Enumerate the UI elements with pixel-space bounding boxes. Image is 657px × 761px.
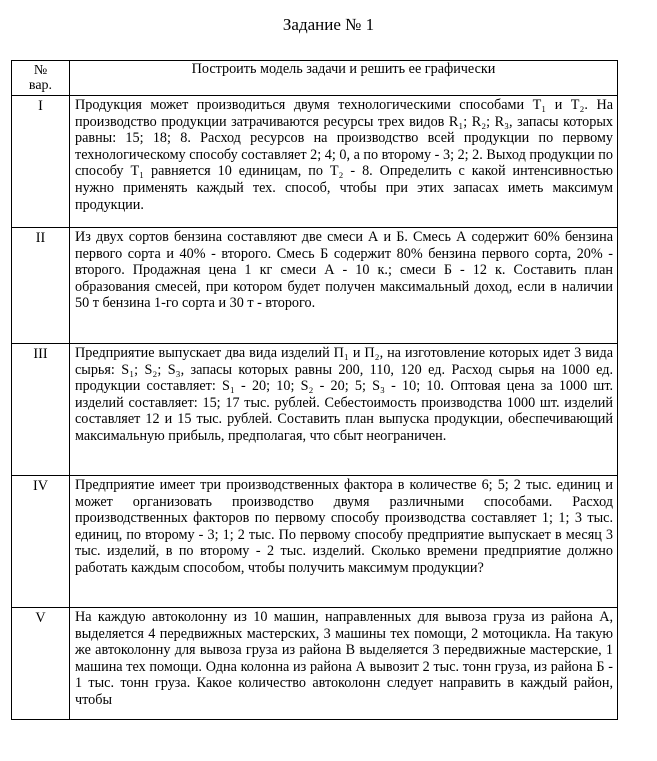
page-title: Задание № 1 [282,15,375,34]
task-text: Из двух сортов бензина составляют две смеси А и Б. Смесь А содержит 60% бензина первого сорта и 40% - второго. Смесь Б содержит 80% бензина первого сорта, 20% - второго. Продажная цена 1 кг смеси А - 10 к.; смеси Б - 12 к. Составить план образования смесей, при котором будет получен максимальный доход, если в наличии 50 т бензина 1-го сорта и 30 т - второго. [70,228,618,344]
table-header-row [12,61,618,96]
variant-number: I [12,96,70,228]
table-row [12,228,618,344]
column-header-variant [12,61,70,96]
table-row [12,344,618,476]
column-header-variant-line2: вар. [28,78,53,93]
task-text: Предприятие имеет три производственных фактора в количестве 6; 5; 2 тыс. единиц и может организовать производство двумя различными способами. Расход производственных факторов по первому способу производства составляет 1; 1; 3 тыс. единиц, по второму - 3; 1; 2 тыс. По первому способу предприятие выпускает в месяц 3 тыс. изделий, в по второму - 2 тыс. изделий. Сколько времени предприятие должно работать каждым способом, чтобы получить максимум продукции? [70,476,618,608]
task-text: Продукция может производиться двумя технологическими способами T₁ и T₂. На производство продукции затрачиваются ресурсы трех видов R₁; R₂; R₃, запасы которых равны: 15; 18; 8. Расход ресурсов на производство всей продукции по первому технологическому способу составляет 2; 4; 0, а по второму - 3; 2; 2. Выход продукции по способу T₁ равняется 10 единицам, по T₂ - 8. Определить с какой интенсивностью нужно применять каждый тех. способ, чтобы при этих запасах иметь максимум продукции. [70,96,618,228]
variant-number: II [12,228,70,344]
column-header-task: Построить модель задачи и решить ее графически [70,61,618,96]
variant-number: V [12,608,70,720]
task-text: Предприятие выпускает два вида изделий П₁ и П₂, на изготовление которых идет 3 вида сырья: S₁; S₂; S₃, запасы которых равны 200, 110, 120 ед. Расход сырья на 1000 ед. продукции составляет: S₁ - 20; 10; S₂ - 20; 5; S₃ - 10; 10. Оптовая цена за 1000 шт. изделий составляет: 15; 17 тыс. рублей. Себестоимость производства 1000 шт. изделий составляет 12 и 15 тыс. рублей. Составить план выпуска продукции, обеспечивающий максимальную прибыль, предполагая, что сбыт неограничен. [70,344,618,476]
variant-number: III [12,344,70,476]
table-row [12,96,618,228]
column-header-variant-line1: № [33,63,48,78]
table-row [12,476,618,608]
variant-number: IV [12,476,70,608]
task-text: На каждую автоколонну из 10 машин, направленных для вывоза груза из района А, выделяется 4 передвижных мастерских, 3 машины тех помощи, 2 мотоцикла. На такую же автоколонну для вывоза груза из района В выделяется 3 передвижные мастерские, 1 машина тех помощи. Одна колонна из района А вывозит 2 тыс. тонн груза, из района Б - 1 тыс. тонн груза. Какое количество автоколонн следует направить в каждый район, чтобы [70,608,618,720]
tasks-table [11,60,618,720]
table-row [12,608,618,720]
